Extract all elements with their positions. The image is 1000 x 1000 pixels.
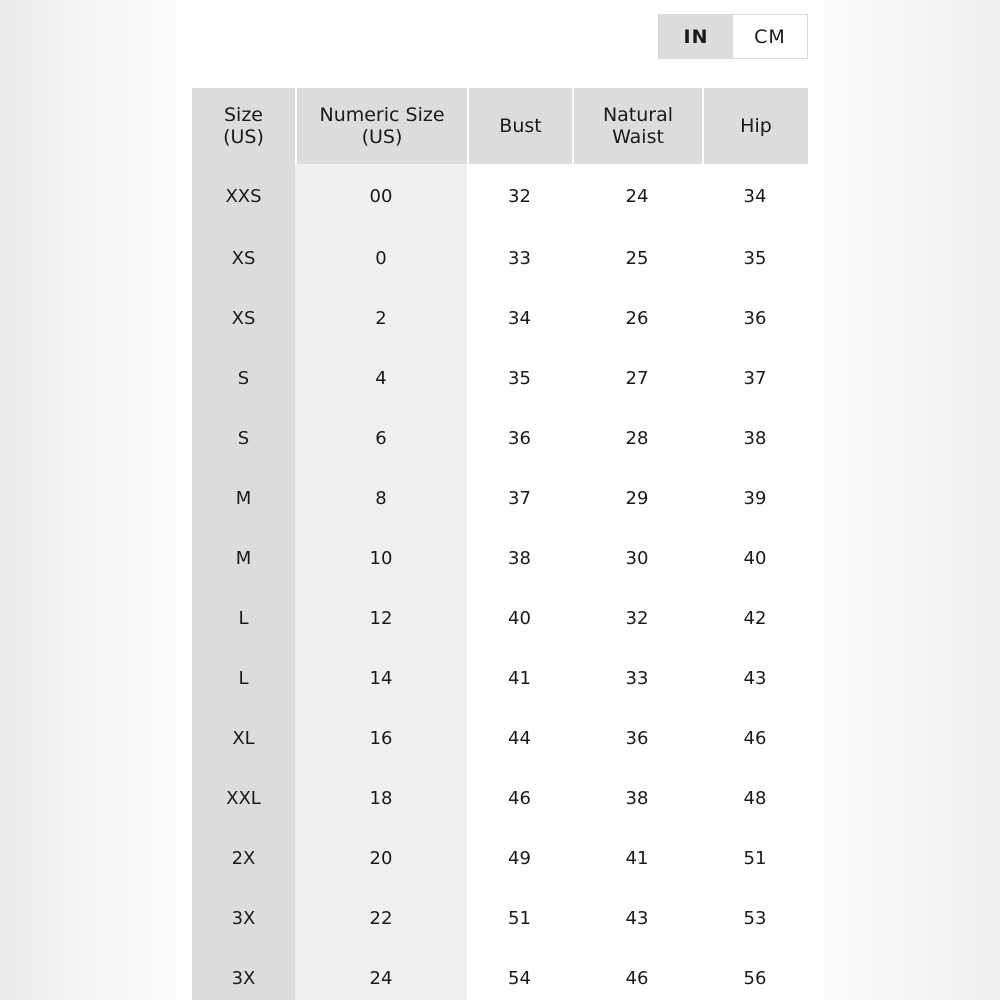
table-row bbox=[192, 768, 808, 828]
cell-bust: 49 bbox=[467, 828, 572, 888]
cell-hip: 42 bbox=[702, 588, 808, 648]
cell-bust: 37 bbox=[467, 468, 572, 528]
unit-option-cm[interactable]: CM bbox=[754, 25, 786, 48]
cell-natural-waist: 30 bbox=[572, 528, 702, 588]
cell-size: 2X bbox=[192, 828, 295, 888]
cell-numeric-size: 18 bbox=[295, 768, 467, 828]
cell-natural-waist: 43 bbox=[572, 888, 702, 948]
header-natural-waist bbox=[572, 88, 702, 164]
header-numeric-size-us bbox=[295, 88, 467, 164]
cell-numeric-size: 8 bbox=[295, 468, 467, 528]
cell-natural-waist: 27 bbox=[572, 348, 702, 408]
size-chart-table bbox=[192, 88, 808, 1000]
cell-bust: 32 bbox=[467, 164, 572, 228]
cell-natural-waist: 38 bbox=[572, 768, 702, 828]
cell-hip: 37 bbox=[702, 348, 808, 408]
cell-hip: 36 bbox=[702, 288, 808, 348]
cell-natural-waist: 32 bbox=[572, 588, 702, 648]
header-numeric-line2: (US) bbox=[361, 126, 403, 148]
header-bust bbox=[467, 88, 572, 164]
cell-hip: 43 bbox=[702, 648, 808, 708]
cell-natural-waist: 24 bbox=[572, 164, 702, 228]
unit-toggle bbox=[658, 14, 808, 59]
cell-hip: 53 bbox=[702, 888, 808, 948]
cell-hip: 39 bbox=[702, 468, 808, 528]
cell-size: XS bbox=[192, 288, 295, 348]
table-row bbox=[192, 828, 808, 888]
cell-bust: 34 bbox=[467, 288, 572, 348]
table-row bbox=[192, 228, 808, 288]
cell-size: XXS bbox=[192, 164, 295, 228]
table-row bbox=[192, 468, 808, 528]
cell-numeric-size: 24 bbox=[295, 948, 467, 1000]
cell-natural-waist: 29 bbox=[572, 468, 702, 528]
table-row bbox=[192, 408, 808, 468]
cell-natural-waist: 36 bbox=[572, 708, 702, 768]
table-row bbox=[192, 348, 808, 408]
header-hip bbox=[702, 88, 808, 164]
cell-hip: 56 bbox=[702, 948, 808, 1000]
table-row bbox=[192, 888, 808, 948]
header-numeric-line1: Numeric Size bbox=[319, 104, 445, 126]
cell-size: 3X bbox=[192, 888, 295, 948]
cell-size: S bbox=[192, 348, 295, 408]
cell-bust: 40 bbox=[467, 588, 572, 648]
cell-natural-waist: 33 bbox=[572, 648, 702, 708]
cell-hip: 51 bbox=[702, 828, 808, 888]
cell-size: L bbox=[192, 648, 295, 708]
header-size-line2: (US) bbox=[223, 126, 264, 148]
table-row bbox=[192, 648, 808, 708]
header-waist-line1: Natural bbox=[602, 104, 674, 126]
cell-numeric-size: 16 bbox=[295, 708, 467, 768]
header-size-us bbox=[192, 88, 295, 164]
cell-numeric-size: 12 bbox=[295, 588, 467, 648]
table-row bbox=[192, 588, 808, 648]
cell-numeric-size: 14 bbox=[295, 648, 467, 708]
header-hip-label: Hip bbox=[740, 115, 772, 137]
table-row bbox=[192, 164, 808, 228]
cell-natural-waist: 25 bbox=[572, 228, 702, 288]
unit-option-in[interactable]: IN bbox=[659, 15, 733, 58]
cell-hip: 38 bbox=[702, 408, 808, 468]
cell-natural-waist: 41 bbox=[572, 828, 702, 888]
table-row bbox=[192, 708, 808, 768]
cell-bust: 44 bbox=[467, 708, 572, 768]
cell-bust: 41 bbox=[467, 648, 572, 708]
cell-size: XS bbox=[192, 228, 295, 288]
cell-hip: 48 bbox=[702, 768, 808, 828]
table-row bbox=[192, 288, 808, 348]
cell-numeric-size: 2 bbox=[295, 288, 467, 348]
table-row bbox=[192, 948, 808, 1000]
cell-numeric-size: 0 bbox=[295, 228, 467, 288]
cell-numeric-size: 4 bbox=[295, 348, 467, 408]
size-chart-body bbox=[192, 164, 808, 1000]
header-bust-label: Bust bbox=[499, 115, 542, 137]
cell-size: S bbox=[192, 408, 295, 468]
header-waist-line2: Waist bbox=[612, 126, 664, 148]
cell-natural-waist: 26 bbox=[572, 288, 702, 348]
cell-bust: 54 bbox=[467, 948, 572, 1000]
header-size-line1: Size bbox=[223, 104, 263, 126]
cell-numeric-size: 20 bbox=[295, 828, 467, 888]
cell-bust: 51 bbox=[467, 888, 572, 948]
cell-hip: 40 bbox=[702, 528, 808, 588]
cell-bust: 36 bbox=[467, 408, 572, 468]
cell-natural-waist: 46 bbox=[572, 948, 702, 1000]
cell-numeric-size: 10 bbox=[295, 528, 467, 588]
cell-size: 3X bbox=[192, 948, 295, 1000]
cell-size: L bbox=[192, 588, 295, 648]
table-header-row bbox=[192, 88, 808, 164]
cell-size: M bbox=[192, 468, 295, 528]
cell-size: XL bbox=[192, 708, 295, 768]
table-row bbox=[192, 528, 808, 588]
cell-bust: 33 bbox=[467, 228, 572, 288]
cell-size: XXL bbox=[192, 768, 295, 828]
cell-numeric-size: 22 bbox=[295, 888, 467, 948]
cell-numeric-size: 00 bbox=[295, 164, 467, 228]
cell-numeric-size: 6 bbox=[295, 408, 467, 468]
cell-hip: 34 bbox=[702, 164, 808, 228]
cell-hip: 46 bbox=[702, 708, 808, 768]
cell-hip: 35 bbox=[702, 228, 808, 288]
cell-bust: 35 bbox=[467, 348, 572, 408]
cell-size: M bbox=[192, 528, 295, 588]
cell-bust: 46 bbox=[467, 768, 572, 828]
cell-natural-waist: 28 bbox=[572, 408, 702, 468]
cell-bust: 38 bbox=[467, 528, 572, 588]
